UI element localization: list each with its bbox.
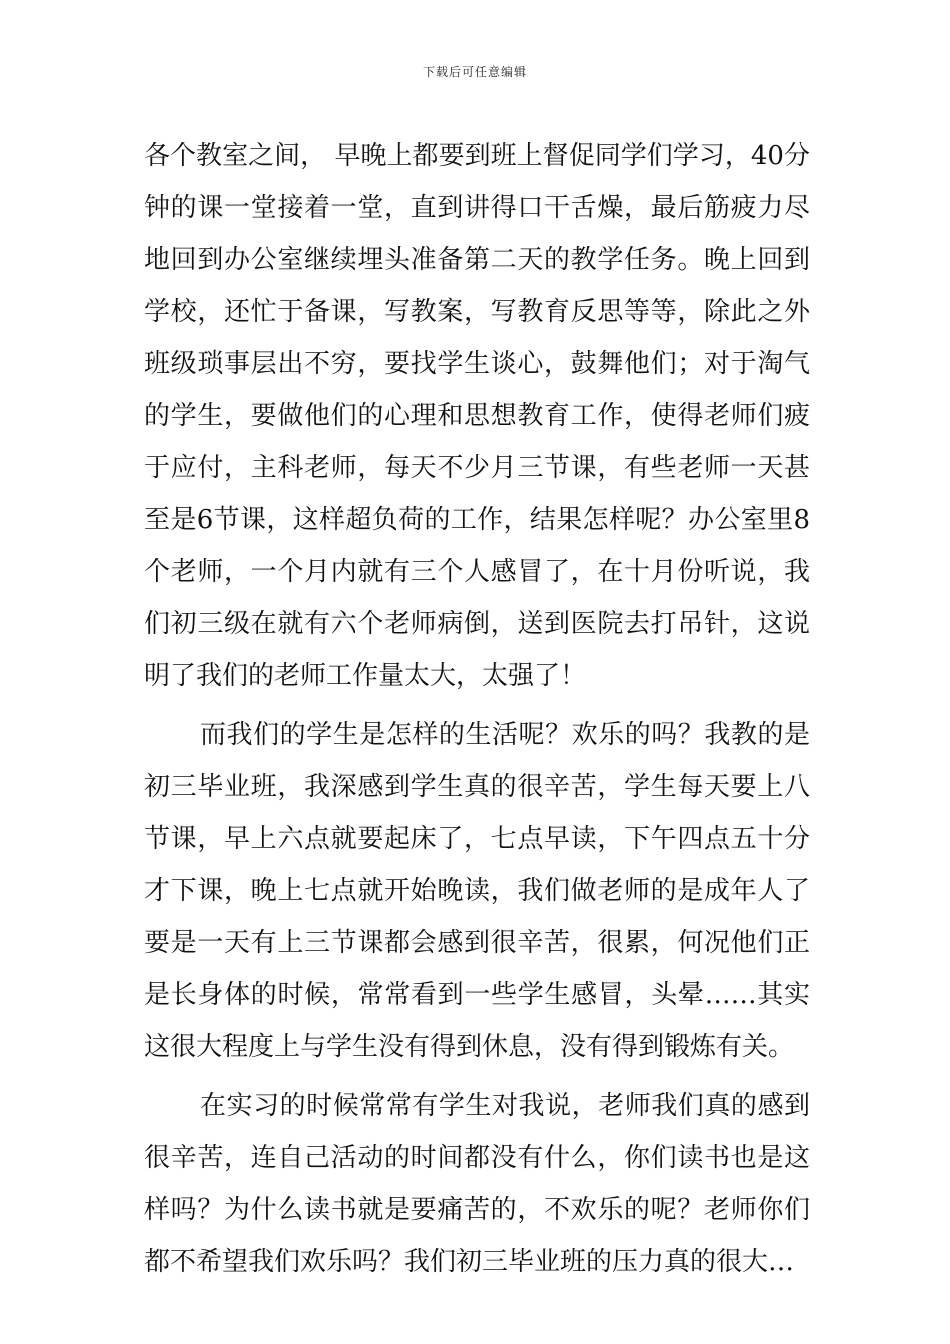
text-line: 地回到办公室继续埋头准备第二天的教学任务。晚上回到 [144, 245, 810, 275]
text-line: 班级琐事层出不穷，要找学生谈心，鼓舞他们；对于淘气 [144, 349, 810, 379]
paragraph-gap [144, 1073, 810, 1080]
text-line: 初三毕业班，我深感到学生真的很辛苦，学生每天要上八 [144, 772, 810, 802]
text-line: 而我们的学生是怎样的生活呢？欢乐的吗？我教的是 [200, 720, 810, 750]
text-line: 于应付，主科老师，每天不少月三节课，有些老师一天甚 [144, 453, 810, 483]
paragraph [144, 709, 810, 1073]
text-line: 在实习的时候常常有学生对我说，老师我们真的感到 [200, 1091, 810, 1121]
text-line: 个老师，一个月内就有三个人感冒了，在十月份听说，我 [144, 557, 810, 587]
text-line: 都不希望我们欢乐吗？我们初三毕业班的压力真的很大… [144, 1247, 795, 1277]
text-line: 很辛苦，连自己活动的时间都没有什么，你们读书也是这 [144, 1143, 810, 1173]
text-line: 们初三级在就有六个老师病倒，送到医院去打吊针，这说 [144, 609, 810, 639]
paragraph [144, 1080, 810, 1288]
paragraph [144, 130, 810, 702]
text-line: 各个教室之间， 早晚上都要到班上督促同学们学习，40分 [144, 141, 810, 171]
text-line: 至是6节课，这样超负荷的工作，结果怎样呢？办公室里8 [144, 505, 810, 535]
text-line: 明了我们的老师工作量太大，太强了！ [144, 661, 587, 691]
text-line: 学校，还忙于备课，写教案，写教育反思等等，除此之外 [144, 297, 810, 327]
paragraph-gap [144, 702, 810, 709]
text-line: 节课，早上六点就要起床了，七点早读，下午四点五十分 [144, 824, 810, 854]
text-line: 是长身体的时候，常常看到一些学生感冒，头晕……其实 [144, 980, 810, 1010]
document-body [144, 130, 810, 1288]
text-line: 要是一天有上三节课都会感到很辛苦，很累，何况他们正 [144, 928, 810, 958]
page-header: 下载后可任意编辑 [422, 65, 527, 79]
text-line: 钟的课一堂接着一堂，直到讲得口干舌燥，最后筋疲力尽 [144, 193, 810, 223]
text-line: 这很大程度上与学生没有得到休息，没有得到锻炼有关。 [144, 1032, 795, 1062]
text-line: 样吗？为什么读书就是要痛苦的，不欢乐的呢？老师你们 [144, 1195, 810, 1225]
text-line: 才下课，晚上七点就开始晚读，我们做老师的是成年人了 [144, 876, 810, 906]
text-line: 的学生，要做他们的心理和思想教育工作，使得老师们疲 [144, 401, 810, 431]
